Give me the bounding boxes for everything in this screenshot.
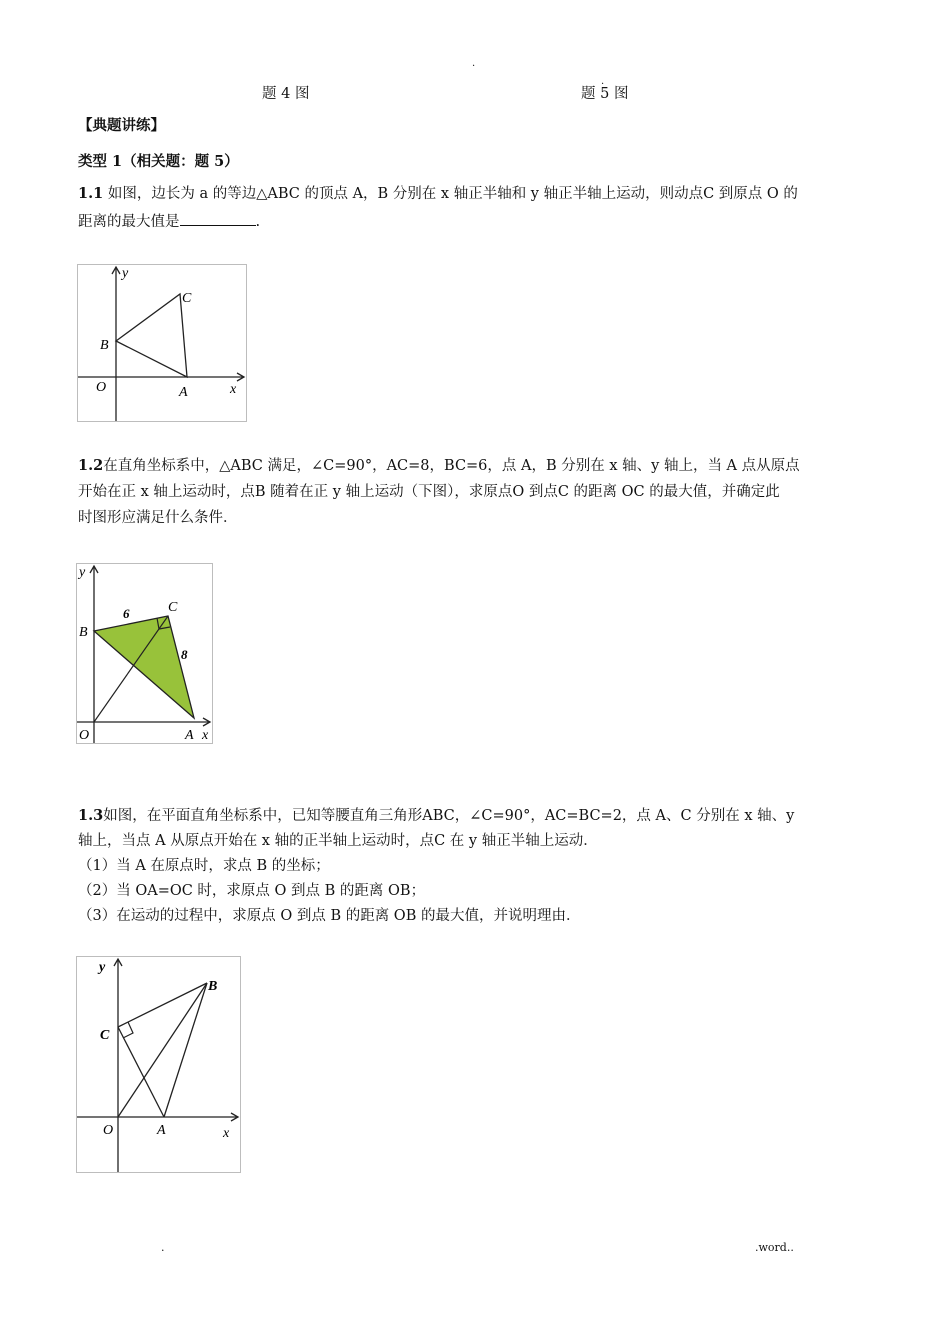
q11-x-label: x: [230, 382, 237, 397]
q12-y-label: y: [79, 565, 86, 580]
section-title: 【典题讲练】: [78, 117, 165, 134]
q12-x-label: x: [202, 728, 209, 743]
q11-figure-svg: [78, 265, 246, 421]
q13-b-label: B: [208, 979, 218, 994]
q12-triangle-fill: [94, 616, 194, 718]
q11-line2: [78, 211, 260, 232]
q13-line1: [78, 806, 794, 826]
type1-title: 类型 1（相关题：题 5）: [78, 153, 239, 170]
footer-left: .: [161, 1241, 165, 1254]
q12-line2: 开始在正 x 轴上运动时，点B 随着在正 y 轴上运动（下图），求原点O 到点C 的距离 OC 的最大值，并确定此: [78, 484, 780, 500]
q12-c-label: C: [168, 600, 178, 615]
q12-o-label: O: [79, 728, 90, 743]
q11-line1: [78, 184, 798, 204]
q13-number: 1.3: [78, 807, 104, 824]
q12-figure: [76, 563, 213, 744]
q11-text2-end: .: [255, 214, 261, 230]
q13-item-1: （1）当 A 在原点时，求点 B 的坐标；: [78, 858, 330, 874]
q12-b-label: B: [79, 625, 88, 640]
q13-figure: [76, 956, 241, 1173]
q12-line3: 时图形应满足什么条件．: [78, 510, 238, 526]
q13-line2: 轴上，当点 A 从原点开始在 x 轴的正半轴上运动时，点C 在 y 轴正半轴上运动．: [78, 833, 598, 849]
q12-bc-length: 6: [123, 606, 130, 621]
q11-o-label: O: [96, 380, 107, 395]
q13-figure-svg: [77, 957, 240, 1172]
q13-item-3: （3）在运动的过程中，求原点 O 到点 B 的距离 OB 的最大值，并说明理由．: [78, 908, 581, 924]
q11-a-label: A: [179, 385, 188, 400]
q12-line1: [78, 456, 800, 476]
q13-x-label: x: [223, 1126, 230, 1141]
q12-figure-svg: [77, 564, 212, 743]
caption-dot: .: [601, 76, 605, 87]
q11-c-label: C: [182, 291, 192, 306]
q12-ac-length: 8: [181, 647, 188, 662]
caption-fig5: 题 5 图: [581, 86, 629, 102]
q13-o-label: O: [103, 1123, 114, 1138]
q12-number: 1.2: [78, 457, 104, 474]
q13-a-label: A: [157, 1123, 166, 1138]
caption-fig4: 题 4 图: [262, 86, 310, 102]
q11-text1: 如图，边长为 a 的等边△ABC 的顶点 A，B 分别在 x 轴正半轴和 y 轴正半轴上运动，则动点C 到原点 O 的: [107, 186, 798, 202]
q13-item-2: （2）当 OA=OC 时，求原点 O 到点 B 的距离 OB；: [78, 883, 426, 899]
q13-y-label: y: [99, 960, 106, 975]
q11-number: 1.1: [78, 185, 104, 202]
q11-b-label: B: [100, 338, 109, 353]
q11-text2: 距离的最大值是: [78, 214, 180, 230]
footer-right: .word..: [755, 1241, 794, 1254]
header-dot: .: [472, 58, 476, 69]
answer-blank: [180, 211, 256, 226]
q12-text1: 在直角坐标系中，△ABC 满足，∠C=90°，AC=8，BC=6，点 A，B 分别在 x 轴、y 轴上，当 A 点从原点: [103, 458, 800, 474]
q12-a-label: A: [185, 728, 194, 743]
q11-figure: [77, 264, 247, 422]
q13-c-label: C: [100, 1028, 110, 1043]
q13-text1: 如图，在平面直角坐标系中，已知等腰直角三角形ABC，∠C=90°，AC=BC=2，点 A、C 分别在 x 轴、y: [103, 808, 795, 824]
q11-y-label: y: [122, 266, 129, 281]
